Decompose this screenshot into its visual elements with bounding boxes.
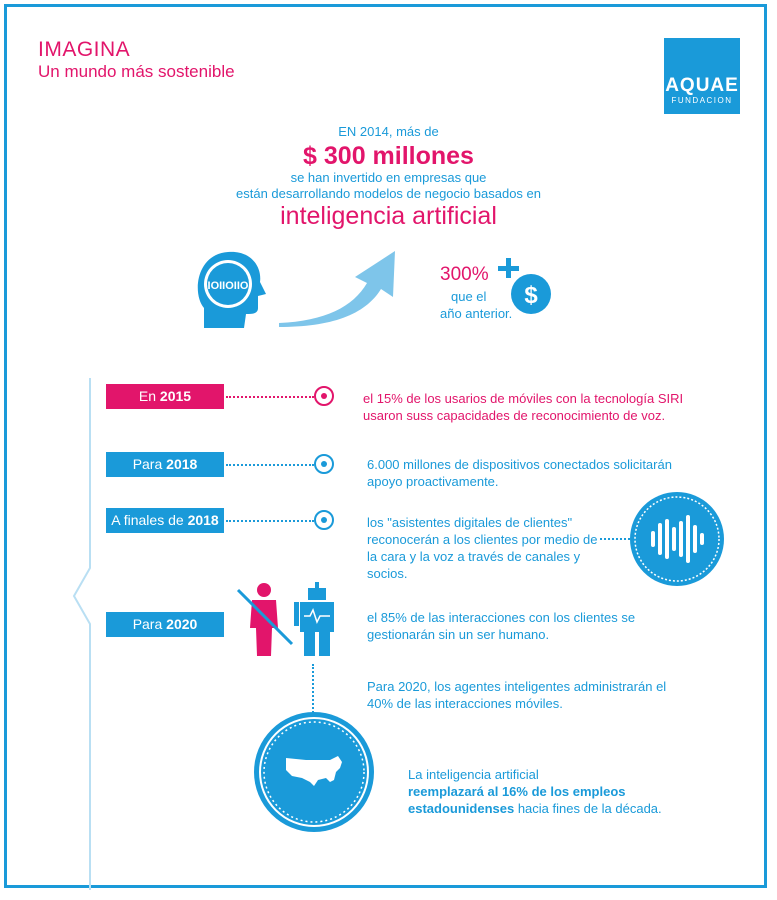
final-post: hacia fines de la década. [517, 801, 662, 816]
timeline-text-2020: el 85% de las interacciones con los clientes se gestionarán sin un ser humano. [367, 610, 636, 642]
agents-text: Para 2020, los agentes inteligentes administrarán el 40% de las interacciones móviles. [367, 679, 667, 711]
timeline-label-2018: Para 2018 [106, 452, 224, 477]
growth-percent: 300% [440, 264, 489, 285]
human-vs-robot-icon [234, 580, 334, 660]
voice-recognition-icon [628, 490, 726, 588]
connector-2018 [226, 464, 314, 466]
timeline-label-end-2018: A finales de 2018 [106, 508, 224, 533]
timeline-label-2015: En 2015 [106, 384, 224, 409]
usa-map-icon [252, 710, 376, 834]
growth-arrow-icon [275, 245, 405, 327]
intro-line2: se han invertido en empresas que [290, 170, 487, 185]
timeline-node-end-2018 [314, 510, 334, 530]
connector-2015 [226, 396, 314, 398]
dollar-plus-icon [496, 256, 556, 316]
final-statement [408, 766, 698, 817]
ai-head-icon [196, 250, 266, 328]
timeline-text-end-2018: los "asistentes digitales de clientes" reconocerán a los clientes por medio de la cara y la voz a través de canales y socios. [367, 515, 598, 581]
final-bold: reemplazará al 16% de los empleos estadounidenses [408, 784, 626, 816]
intro-line1: EN 2014, más de [338, 124, 439, 139]
timeline-node-2018 [314, 454, 334, 474]
growth-text-1: que el [451, 289, 487, 304]
binary-text: IOIIOIIO [207, 280, 249, 292]
intro-amount: $ 300 millones [303, 142, 474, 170]
timeline-text-2018: 6.000 millones de dispositivos conectados solicitarán apoyo proactivamente. [367, 457, 672, 489]
svg-text:$: $ [524, 282, 538, 309]
intro-line3: están desarrollando modelos de negocio basados en [236, 186, 541, 201]
logo-name: AQUAE [665, 75, 739, 96]
timeline-label-2020: Para 2020 [106, 612, 224, 637]
page-title: IMAGINA [38, 38, 131, 61]
page-subtitle: Un mundo más sostenible [38, 62, 235, 81]
aquae-logo [664, 38, 740, 114]
timeline-node-2015 [314, 386, 334, 406]
intro-highlight: inteligencia artificial [280, 202, 497, 230]
connector-end-2018 [226, 520, 314, 522]
final-pre: La inteligencia artificial [408, 767, 539, 782]
timeline-line [68, 378, 98, 890]
growth-text-2: año anterior. [440, 306, 513, 321]
timeline-text-2015: el 15% de los usarios de móviles con la tecnología SIRI usaron suss capacidades de reconocimiento de voz. [363, 391, 684, 423]
connector-voice [600, 538, 630, 540]
logo-sub: FUNDACION [671, 96, 733, 105]
